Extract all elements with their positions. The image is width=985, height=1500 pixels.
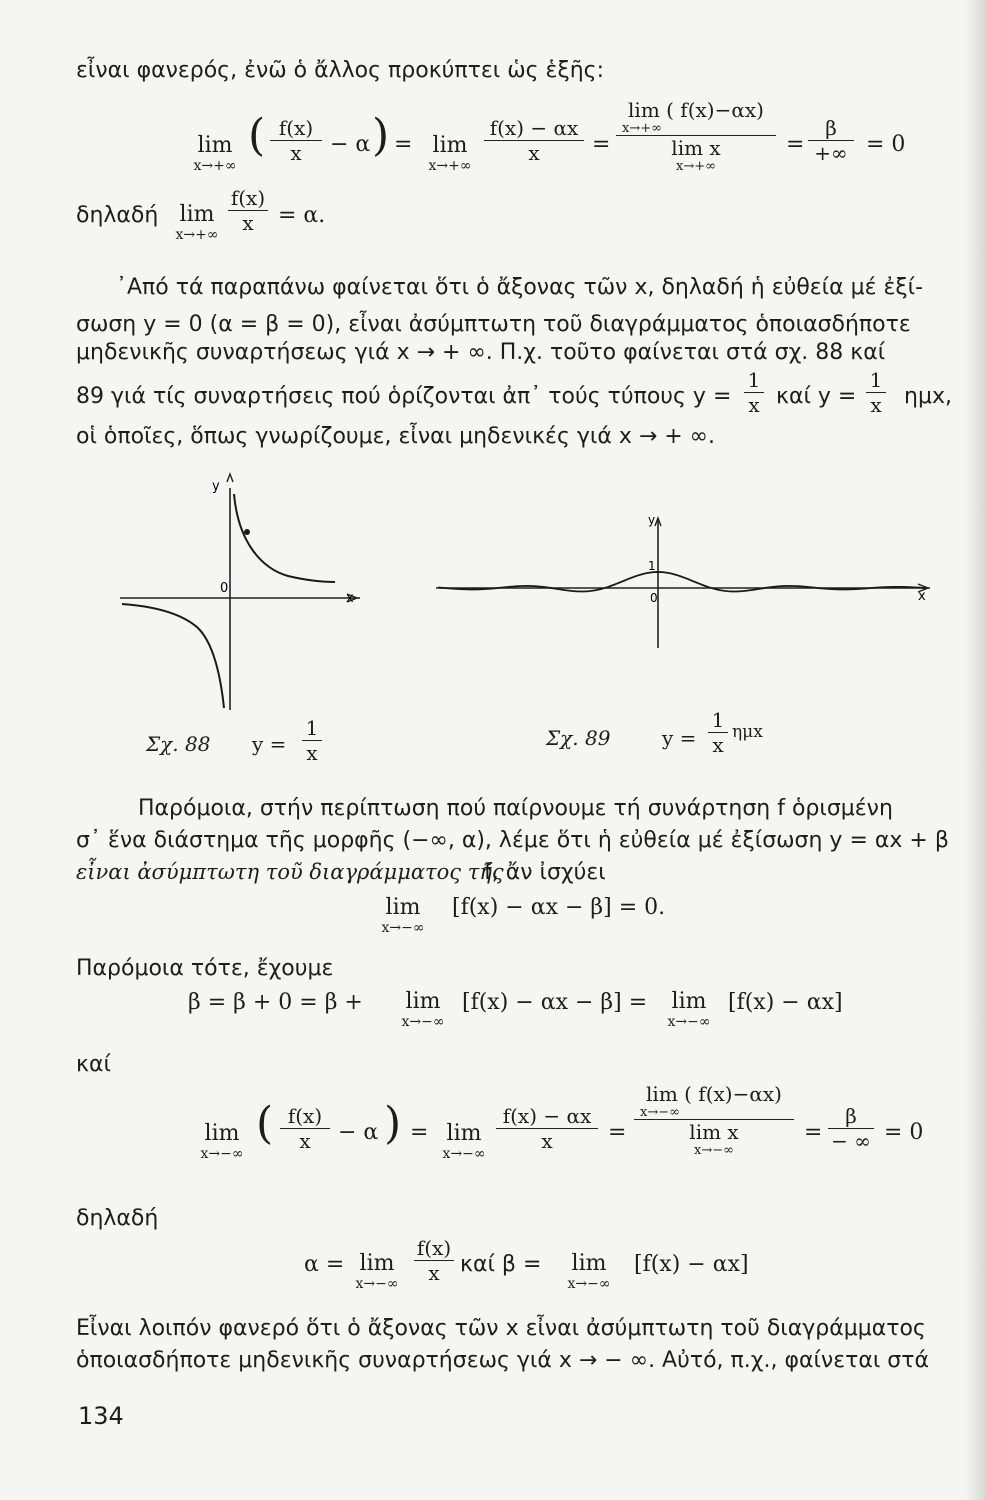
paragraph-line: ᾿Από τά παραπάνω φαίνεται ὅτι ὁ ἄξονας τῶν x, δηλαδή ἡ εὐθεία μέ ἐξί- [116,275,924,300]
fraction-fx-over-x: f(x) x [228,186,268,235]
right-paren: ) [384,1098,402,1149]
fraction-beta-over-minus-inf: β − ∞ [828,1104,874,1153]
lim-operator: lim x→−∞ [355,1251,399,1292]
equals-zero: = 0 [866,132,906,157]
paragraph-line: 89 γιά τίς συναρτήσεις πού ὁρίζονται ἀπ᾿ τούς τύπους y = [76,384,732,409]
equals-sign: = [786,132,805,157]
caption-88-fraction: 1 x [302,716,322,765]
kai-beta-equals: καί β = [460,1252,542,1277]
lim-operator: lim x→+∞ [428,133,472,174]
fraction-fx-over-x: f(x) x [280,1104,330,1153]
minus-alpha: − α [330,132,371,157]
equals-sign: = [592,132,611,157]
equals-zero: = 0 [884,1120,924,1145]
x-axis-label: x [918,589,926,604]
caption-88-label: Σχ. 88 [146,732,211,756]
lim-operator: lim x→−∞ [200,1121,244,1162]
alpha-equals: α = [304,1252,345,1277]
equals-sign: = [410,1120,429,1145]
origin-label: 0 [650,591,658,605]
paragraph-italic: εἶναι ἀσύμπτωτη τοῦ διαγράμματος τῆς [76,860,504,884]
origin-label: 0 [220,581,229,596]
x-axis-label: x [346,591,354,606]
y-arrow-icon [227,474,233,482]
y-axis-label: y [648,513,656,527]
lim-operator: lim x→+∞ [193,133,237,174]
fraction-fx-minus-ax: f(x) − αx x [484,116,584,165]
equation-body: [f(x) − αx − β] = 0. [452,895,666,920]
fraction-one-over-x: 1 x [744,368,764,417]
page-number: 134 [78,1402,124,1430]
y-axis-label: y [212,479,220,494]
caption-89-fraction: 1 x [708,708,728,757]
equation-left: β = β + 0 = β + [188,990,363,1015]
left-paren: ( [256,1098,274,1149]
lim-operator: lim x→+∞ [175,202,219,243]
curve-dot [244,529,250,535]
paragraph-line: Παρόμοια, στήν περίπτωση πού παίρνουμε τή συνάρτηση f ὁρισμένη [138,796,893,821]
paragraph-line: σωση y = 0 (α = β = 0), εἶναι ἀσύμπτωτη τοῦ διαγράμματος ὁποιασδήποτε [76,312,911,337]
lim-operator: lim x→−∞ [442,1121,486,1162]
equation-middle: [f(x) − αx − β] = [462,990,648,1015]
equals-sign: = [608,1120,627,1145]
dilladi-word: δηλαδή [76,203,159,228]
paragraph-text: καί y = [776,384,857,409]
paragraph-line: ὁποιασδήποτε μηδενικῆς συναρτήσεως γιά x → − ∞. Αὐτό, π.χ., φαίνεται στά [76,1348,929,1373]
lim-operator: lim x→−∞ [401,989,445,1030]
caption-88-formula: y = [252,732,287,756]
page-edge-shadow [965,0,985,1500]
paragraph-line: σ᾿ ἕνα διάστημα τῆς μορφῆς (−∞, α), λέμε ὅτι ἡ εὐθεία μέ ἐξίσωση y = αx + β [76,828,949,853]
figure-89 [430,500,940,650]
caption-89-formula: y = [662,726,697,750]
minus-alpha: − α [338,1120,379,1145]
paragraph-line: οἱ ὁποῖες, ὅπως γνωρίζουμε, εἶναι μηδενικές γιά x → + ∞. [76,424,715,449]
lim-operator: lim x→−∞ [381,895,425,936]
kai-word: καί [76,1052,111,1077]
figure-88 [110,470,370,720]
dilladi-word: δηλαδή [76,1206,159,1231]
equals-sign: = [804,1120,823,1145]
paragraph-line: Παρόμοια τότε, ἔχουμε [76,956,334,981]
paragraph-line: μηδενικῆς συναρτήσεως γιά x → + ∞. Π.χ. τοῦτο φαίνεται στά σχ. 88 καί [76,340,886,365]
intro-line: εἶναι φανερός, ἐνῶ ὁ ἄλλος προκύπτει ὡς ἑξῆς: [76,58,604,83]
fraction-limits: lim ( f(x)−αx) x→−∞ lim x x→−∞ [634,1082,794,1158]
paragraph-line: Εἶναι λοιπόν φανερό ὅτι ὁ ἄξονας τῶν x εἶναι ἀσύμπτωτη τοῦ διαγράμματος [76,1316,926,1341]
fraction-limits: lim ( f(x)−αx) x→+∞ lim x x→+∞ [616,98,776,174]
fraction-fx-minus-ax: f(x) − αx x [496,1104,598,1153]
equals-alpha: = α. [278,203,326,228]
caption-89-suffix: ημx [732,722,763,742]
equals-sign: = [394,132,413,157]
lim-operator: lim x→−∞ [567,1251,611,1292]
lim-operator: lim x→−∞ [667,989,711,1030]
paragraph-text: ημx, [904,384,952,409]
equation-end: [f(x) − αx] [634,1252,749,1277]
fraction-beta-over-inf: β +∞ [808,116,854,165]
fraction-one-over-x: 1 x [866,368,886,417]
caption-89-label: Σχ. 89 [546,726,611,750]
paragraph-text: f, ἄν ἰσχύει [484,860,606,885]
fraction-fx-over-x: f(x) x [270,116,322,165]
tick-one-label: 1 [648,559,656,573]
right-paren: ) [372,110,390,161]
hyperbola-branch-positive [234,494,335,582]
equation-right: [f(x) − αx] [728,990,843,1015]
left-paren: ( [248,110,266,161]
hyperbola-branch-negative [122,604,224,708]
fraction-fx-over-x: f(x) x [414,1236,454,1285]
